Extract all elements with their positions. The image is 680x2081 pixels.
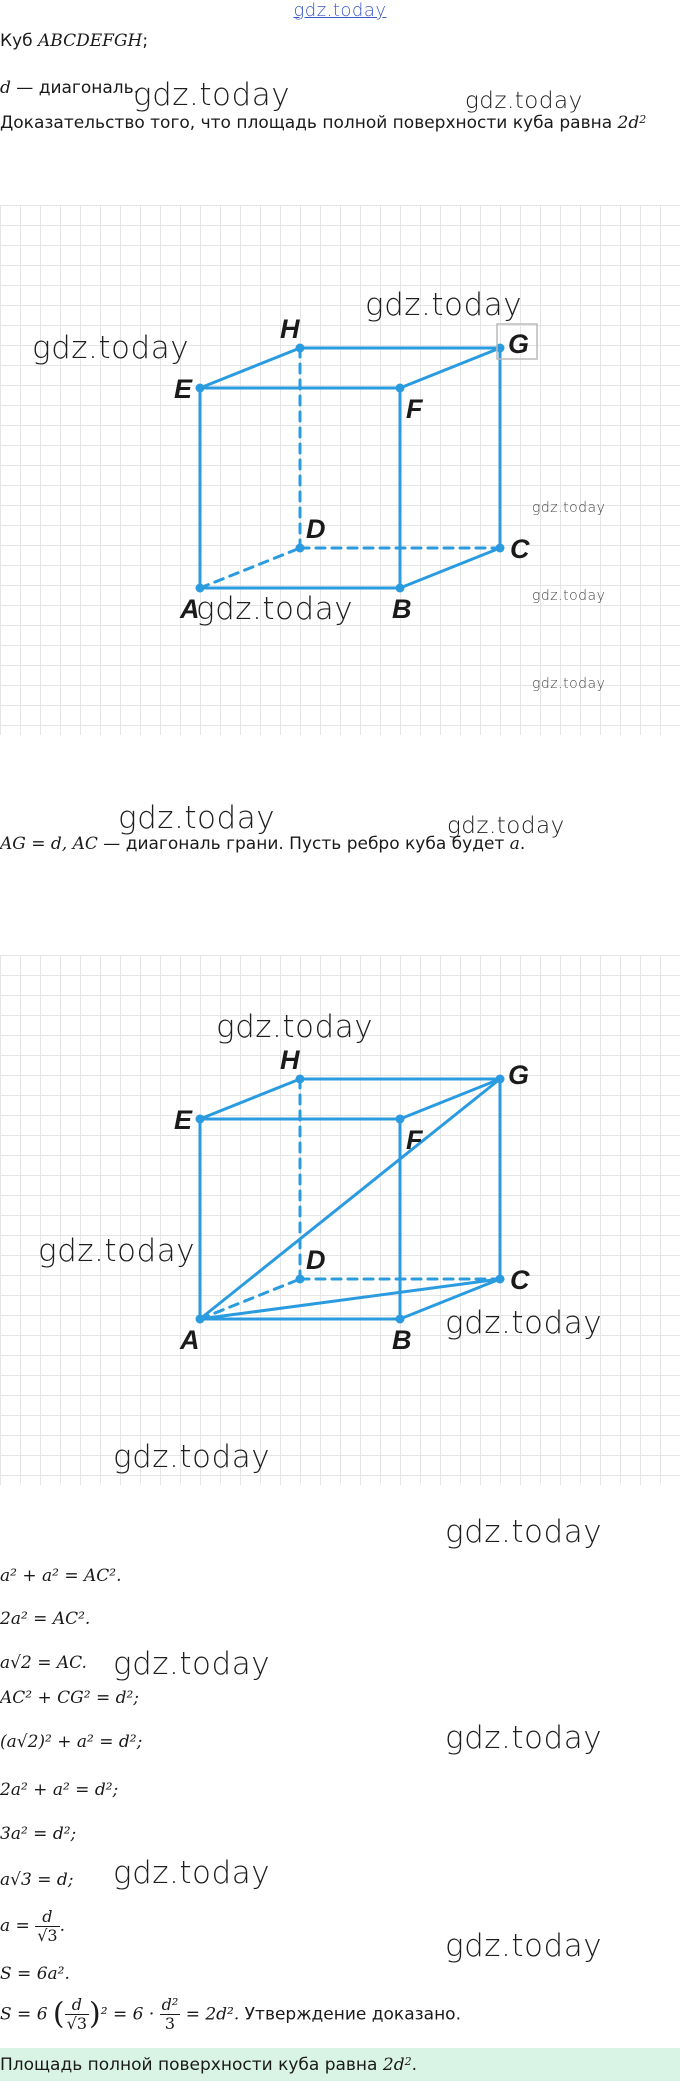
middle-text: — диагональ грани. Пусть ребро куба будет (97, 834, 510, 854)
vertex-label-g: G (508, 1060, 530, 1090)
watermark: gdz.today (465, 88, 583, 114)
answer-box (0, 2048, 680, 2081)
vertex-label-f: F (406, 394, 423, 424)
step-4: AC² + CG² = d²; (0, 1688, 140, 1708)
watermark: gdz.today (133, 77, 291, 113)
step-11-result: = 2d². (185, 2004, 240, 2025)
answer-end: . (411, 2055, 417, 2075)
step-11-middle: ² = 6 · (100, 2004, 155, 2025)
step-9 (0, 1908, 65, 1945)
vertex-label-c: C (510, 534, 530, 564)
answer-text: Площадь полной поверхности куба равна (0, 2055, 383, 2075)
step-8: a√3 = d; (0, 1870, 74, 1890)
watermark: gdz.today (532, 500, 606, 516)
watermark: gdz.today (532, 588, 606, 604)
watermark: gdz.today (38, 1233, 196, 1269)
cube-drawing-1 (0, 205, 680, 735)
watermark: gdz.today (445, 1928, 603, 1964)
step-3: a√2 = AC. (0, 1653, 87, 1673)
watermark: gdz.today (216, 1009, 374, 1045)
diagonal-line (0, 77, 139, 99)
middle-end: . (519, 834, 526, 854)
vertex-label-a: A (180, 594, 200, 624)
vertex-label-e: E (174, 1105, 193, 1135)
step-6: 2a² + a² = d²; (0, 1780, 119, 1800)
vertex-label-h: H (280, 314, 300, 344)
watermark: gdz.today (113, 1646, 271, 1682)
step-9-lhs: a = (0, 1916, 36, 1936)
watermark: gdz.today (365, 287, 523, 323)
proof-done-text: Утверждение доказано. (239, 2004, 461, 2025)
watermark: gdz.today (196, 591, 354, 627)
proof-statement (0, 112, 647, 133)
fraction-d-over-root3 (65, 1996, 89, 2033)
fraction-d2-over-3 (160, 1996, 181, 2033)
watermark: gdz.today (445, 1720, 603, 1756)
vertex-label-f: F (406, 1125, 423, 1155)
diagonal-text: — диагональ. (10, 78, 140, 98)
proof-value: 2d (617, 113, 640, 133)
step-10: S = 6a². (0, 1964, 70, 1984)
vertex-label-c: C (510, 1265, 530, 1295)
cube-suffix: ; (142, 31, 149, 51)
cube-name-line (0, 30, 148, 52)
vertex-label-h: H (280, 1045, 300, 1075)
cube-figure-2 (0, 955, 680, 1485)
watermark: gdz.today (113, 1439, 271, 1475)
vertex-label-g: G (508, 329, 530, 359)
edge-symbol: a (509, 834, 520, 854)
proof-text: Доказательство того, что площадь полной поверхности куба равна (0, 113, 618, 133)
vertex-label-b: B (392, 594, 412, 624)
fraction-denominator: √3 (37, 1926, 58, 1945)
vertex-label-b: B (392, 1325, 412, 1355)
watermark: gdz.today (113, 1855, 271, 1891)
vertex-label-a: A (180, 1325, 200, 1355)
watermark: gdz.today (447, 813, 565, 839)
fraction-numerator: d² (161, 1995, 179, 2014)
watermark: gdz.today (445, 1514, 603, 1550)
proof-exponent: 2 (639, 113, 647, 126)
vertex-label-d: D (306, 1245, 326, 1275)
middle-math: AG = d, AC (0, 834, 98, 854)
step-2: 2a² = AC². (0, 1609, 91, 1629)
fraction-denominator: 3 (164, 2014, 176, 2033)
step-1: a² + a² = AC². (0, 1566, 122, 1586)
left-paren: ( (52, 1996, 65, 2032)
d-symbol: d (0, 78, 11, 98)
cube-prefix: Куб (0, 31, 39, 51)
step-5: (a√2)² + a² = d²; (0, 1732, 143, 1752)
fraction-d-over-root3 (35, 1908, 59, 1945)
answer-exponent: 2 (404, 2055, 412, 2068)
watermark: gdz.today (32, 330, 190, 366)
fraction-numerator: d (65, 1996, 89, 2015)
watermark: gdz.today (532, 676, 606, 692)
step-11 (0, 1996, 461, 2033)
step-9-end: . (59, 1916, 65, 1936)
cube-figure-1 (0, 205, 680, 735)
vertex-label-d: D (306, 514, 326, 544)
vertex-label-e: E (174, 374, 193, 404)
top-watermark-link[interactable]: gdz.today (293, 0, 387, 21)
step-11-start: S = 6 (0, 2004, 48, 2025)
watermark: gdz.today (118, 800, 276, 836)
fraction-denominator: √3 (66, 2014, 88, 2033)
cube-name: ABCDEFGH (38, 31, 143, 51)
step-7: 3a² = d²; (0, 1824, 77, 1844)
right-paren: ) (89, 1996, 101, 2032)
answer-line (0, 2054, 417, 2076)
watermark: gdz.today (445, 1305, 603, 1341)
fraction-numerator: d (35, 1908, 59, 1927)
answer-value: 2d (382, 2055, 405, 2075)
